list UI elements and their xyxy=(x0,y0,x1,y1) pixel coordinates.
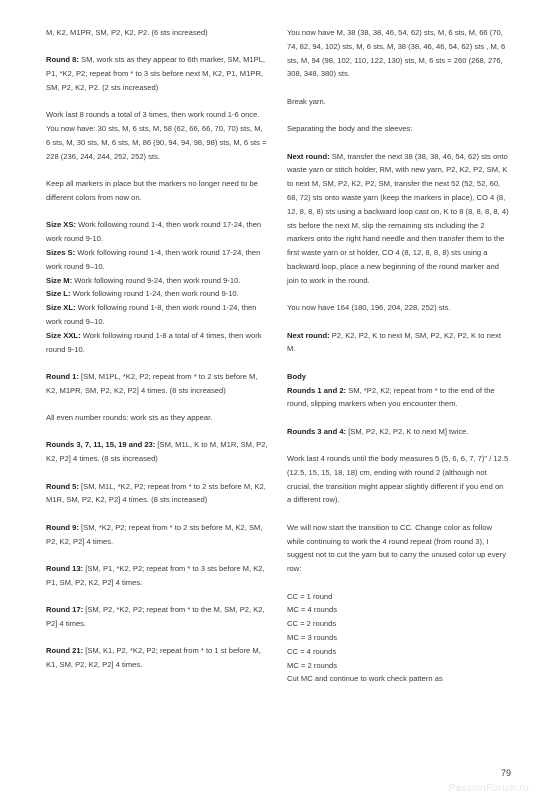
paragraph-text: Work following round 1-4, then work round 17-24, then work round 9-10. xyxy=(46,220,262,244)
paragraph-text: MC = 3 rounds xyxy=(287,633,338,643)
paragraph-text: [SM, M1L, K to M, M1R, SM, P2, K2, P2] 4 times. (8 sts increased) xyxy=(46,440,268,464)
paragraph-lead: Size L: xyxy=(46,289,71,299)
paragraph-lead: Size XL: xyxy=(46,303,76,313)
paragraph-text: You now have 164 (180, 196, 204, 228, 252) sts. xyxy=(287,303,451,313)
paragraph xyxy=(46,53,268,94)
paragraph-text: Break yarn. xyxy=(287,96,326,106)
paragraph-lead: Round 9: xyxy=(46,522,79,532)
paragraph-lead: Rounds 1 and 2: xyxy=(287,385,347,395)
paragraph-text: M, K2, M1PR, SM, P2, K2, P2. (6 sts increased) xyxy=(46,28,208,37)
paragraph-lead: Round 5: xyxy=(46,481,79,491)
paragraph xyxy=(287,95,509,109)
paragraph xyxy=(46,218,268,246)
paragraph-lead: Round 13: xyxy=(46,564,84,574)
paragraph-text: SM, transfer the next 38 (38, 38, 46, 54, 62) sts onto waste yarn or stitch holder, RM, with new yarn, P2, K2, P2, SM, K to next M, SM, P2, K2, P2, SM, transfer the next 52 (52, 52, 60, 68, 72) sts onto waste yarn (keep the markers in place), CO 4 (8, 12, 8, 8, 8) sts using a backward loop cast on, K to 8 (8, 8, 8, 8, 4) sts before the next M, slip the remaining sts including the 2 markers onto the right hand needle and then transfer them to the first waste yarn or st holder, CO 4 (8, 12, 8, 8, 8) sts using a backward loop, place a new beginning of the round marker and join to work in the round. xyxy=(287,151,509,285)
paragraph xyxy=(287,659,509,673)
paragraph xyxy=(287,329,509,357)
paragraph-text: You now have M, 38 (38, 38, 46, 54, 62) sts, M, 6 sts, M, 66 (70, 74, 82, 94, 102) sts, M, 6 sts, M, 38 (38, 46, 46, 54, 62) sts , M, 6 sts, M, 94 (98, 102, 110, 122, 130) sts, M, 6 sts = 260 (268, 276, 308, 348, 380) sts. xyxy=(287,28,506,79)
paragraph-text: CC = 4 rounds xyxy=(287,646,337,656)
paragraph-text: Separating the body and the sleeves: xyxy=(287,124,413,134)
paragraph-text: All even number rounds: work sts as they appear. xyxy=(46,413,213,423)
paragraph xyxy=(46,562,268,590)
paragraph-lead: Size XXL: xyxy=(46,330,81,340)
paragraph xyxy=(287,150,509,288)
paragraph-lead: Rounds 3, 7, 11, 15, 19 and 23: xyxy=(46,440,156,450)
paragraph-text: Cut MC and continue to work check pattern as xyxy=(287,674,443,684)
paragraph-lead: Next round: xyxy=(287,330,330,340)
left-column xyxy=(46,26,268,672)
paragraph-text: Work following round 1-24, then work round 9-10. xyxy=(70,289,239,299)
paragraph-text: SM, *P2, K2; repeat from * to the end of the round, slipping markers when you encounter them. xyxy=(287,385,495,409)
paragraph xyxy=(287,26,509,81)
paragraph xyxy=(46,177,268,205)
paragraph-text: [SM, K1, P2, *K2, P2; repeat from * to 1 st before M, K1, SM, P2, K2, P2] 4 times. xyxy=(46,646,261,670)
paragraph-lead: Round 21: xyxy=(46,646,84,656)
paragraph-text: CC = 2 rounds xyxy=(287,619,337,629)
paragraph-text: Work last 4 rounds until the body measures 5 (5, 6, 6, 7, 7)" / 12.5 (12.5, 15, 15, 18, 18) cm, ending with round 2 (although not crucial, the transition might appear slightly different if you end on a different row). xyxy=(287,454,509,505)
paragraph xyxy=(287,672,509,686)
paragraph-lead: Rounds 3 and 4: xyxy=(287,426,347,436)
paragraph xyxy=(46,480,268,508)
paragraph-text: [SM, *K2, P2; repeat from * to 2 sts before M, K2, SM, P2, K2, P2] 4 times. xyxy=(46,522,263,546)
paragraph-text: Work last 8 rounds a total of 3 times, then work round 1-6 once. You now have: 30 sts, M, 6 sts, M, 58 (62, 66, 66, 70, 70) sts, M, 6 sts, M, 30 sts, M, 6 sts, M, 86 (90, 94, 94, 98, 98) sts, M, 6 sts = 228 (236, 244, 244, 252, 252) sts. xyxy=(46,110,267,161)
paragraph xyxy=(46,370,268,398)
paragraph-lead: Size XS: xyxy=(46,220,76,230)
paragraph-text: SM, work sts as they appear to 6th marker, SM, M1PL, P1, *K2, P2; repeat from * to 3 sts before next M, K2, P1, M1PR, SM, P2, K2, P2. (2 sts increased) xyxy=(46,55,266,92)
paragraph xyxy=(46,329,268,357)
paragraph xyxy=(287,301,509,315)
paragraph-lead: Sizes S: xyxy=(46,247,76,257)
paragraph-text: Work following round 9-24, then work round 9-10. xyxy=(72,275,241,285)
paragraph xyxy=(46,108,268,163)
paragraph-text: [SM, P2, K2, P2, K to next M] twice. xyxy=(346,426,469,436)
paragraph xyxy=(46,26,268,40)
paragraph xyxy=(46,521,268,549)
paragraph xyxy=(46,287,268,301)
paragraph-text: [SM, M1PL, *K2, P2; repeat from * to 2 sts before M, K2, M1PR, SM, P2, K2, P2] 4 times. (8 sts increased) xyxy=(46,371,258,395)
paragraph xyxy=(46,603,268,631)
paragraph-text: MC = 2 rounds xyxy=(287,660,338,670)
page-number: 79 xyxy=(500,768,511,778)
paragraph xyxy=(287,370,509,384)
paragraph-text: [SM, M1L, *K2, P2; repeat from * to 2 sts before M, K2, M1R, SM, P2, K2, P2] 4 times. (8 sts increased) xyxy=(46,481,266,505)
paragraph-text: CC = 1 round xyxy=(287,591,333,601)
paragraph-lead: Size M: xyxy=(46,275,73,285)
paragraph-lead: Round 17: xyxy=(46,605,84,615)
right-column xyxy=(287,26,509,686)
paragraph xyxy=(46,274,268,288)
paragraph xyxy=(287,631,509,645)
paragraph-text: Work following round 1-8, then work round 1-24, then work round 9–10. xyxy=(46,303,257,326)
paragraph-text: Keep all markers in place but the markers no longer need to be different colors from now on. xyxy=(46,179,258,202)
paragraph-text: Work following round 1-8 a total of 4 times, then work round 9-10. xyxy=(46,330,262,354)
paragraph xyxy=(46,411,268,425)
paragraph xyxy=(287,617,509,631)
paragraph xyxy=(46,301,268,329)
paragraph-lead: Round 1: xyxy=(46,371,79,381)
paragraph xyxy=(287,645,509,659)
paragraph-text: MC = 4 rounds xyxy=(287,605,338,615)
paragraph-lead: Body xyxy=(287,371,306,381)
paragraph-text: [SM, P1, *K2, P2; repeat from * to 3 sts before M, K2, P1, SM, P2, K2, P2] 4 times. xyxy=(46,564,265,587)
paragraph xyxy=(287,603,509,617)
paragraph xyxy=(287,384,509,412)
paragraph-text: P2, K2, P2, K to next M, SM, P2, K2, P2, K to next M. xyxy=(287,330,501,354)
paragraph-lead: Round 8: xyxy=(46,55,79,65)
watermark: PassionForum.ru xyxy=(448,783,529,794)
paragraph-text: We will now start the transition to CC. Change color as follow while continuing to work the 4 round repeat (from round 3), I suggest not to cut the yarn but to carry the unused color up every row: xyxy=(287,522,507,574)
paragraph xyxy=(287,590,509,604)
paragraph xyxy=(46,438,268,466)
paragraph xyxy=(287,122,509,136)
paragraph xyxy=(287,521,509,576)
paragraph-lead: Next round: xyxy=(287,151,330,161)
paragraph-text: Work following round 1-4, then work round 17-24, then work round 9–10. xyxy=(46,247,261,271)
paragraph xyxy=(46,644,268,672)
paragraph xyxy=(287,425,509,439)
paragraph-text: [SM, P2, *K2, P2; repeat from * to the M, SM, P2, K2, P2] 4 times. xyxy=(46,605,265,629)
paragraph xyxy=(46,246,268,274)
paragraph xyxy=(287,452,509,507)
